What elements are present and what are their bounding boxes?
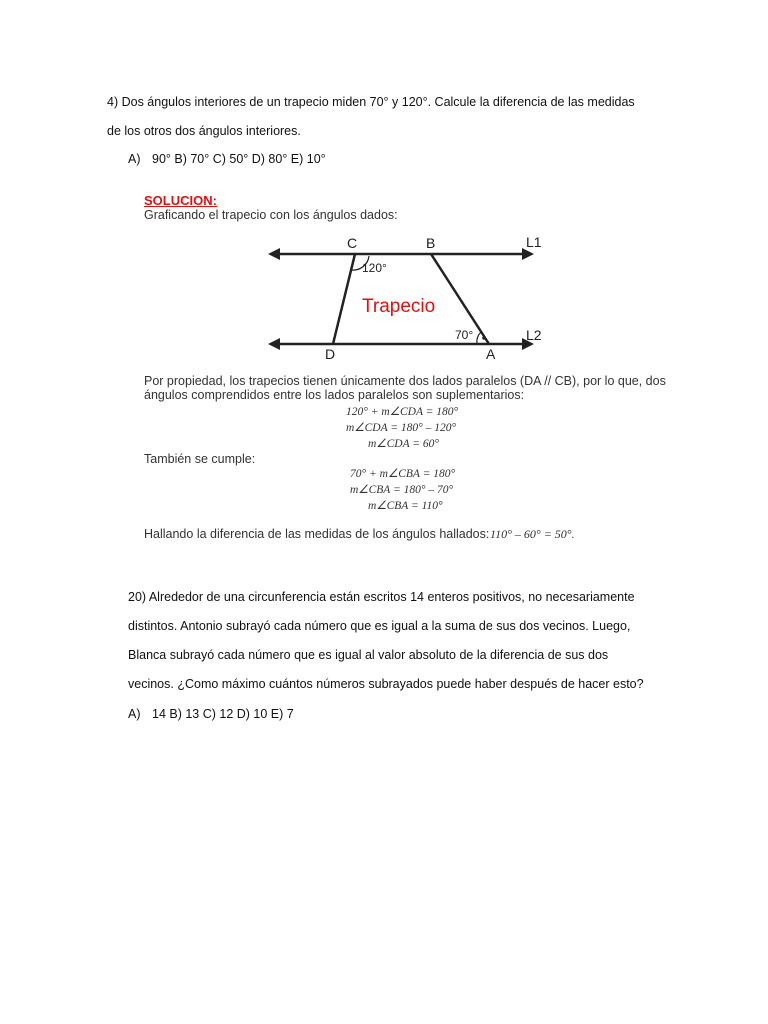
equation-1: 120° + m∠CDA = 180° xyxy=(346,406,459,418)
solution-intro: Graficando el trapecio con los ángulos dados: xyxy=(144,208,398,222)
label-angle-a: 70° xyxy=(455,328,474,342)
equation-2: m∠CDA = 180° – 120° xyxy=(346,422,457,434)
arrow-l2-left xyxy=(268,338,280,350)
solution-property-line2: ángulos comprendidos entre los lados paralelos son suplementarios: xyxy=(144,388,525,402)
problem4-options: 90° B) 70° C) 50° D) 80° E) 10° xyxy=(152,152,326,166)
problem20-line4: vecinos. ¿Como máximo cuántos números subrayados puede haber después de hacer esto? xyxy=(128,677,644,691)
problem20-line1: 20) Alrededor de una circunferencia están escritos 14 enteros positivos, no necesariamente xyxy=(128,590,635,604)
solution-title: SOLUCION: xyxy=(144,193,217,208)
label-a: A xyxy=(486,346,496,362)
problem20-line2: distintos. Antonio subrayó cada número que es igual a la suma de sus dos vecinos. Luego, xyxy=(128,619,631,633)
equation-4: 70° + m∠CBA = 180° xyxy=(350,468,456,480)
solution-final-text: Hallando la diferencia de las medidas de los ángulos hallados: xyxy=(144,527,490,541)
problem20-options-label: A) xyxy=(128,707,141,721)
label-l1: L1 xyxy=(526,234,542,250)
problem20-options: 14 B) 13 C) 12 D) 10 E) 7 xyxy=(152,707,294,721)
problem4-options-label: A) xyxy=(128,152,141,166)
label-angle-c: 120° xyxy=(362,261,387,275)
angle-arc-a xyxy=(477,332,481,344)
equation-6: m∠CBA = 110° xyxy=(368,500,443,512)
angle-dot-a xyxy=(482,336,486,340)
problem4-line2: de los otros dos ángulos interiores. xyxy=(107,124,301,138)
label-l2: L2 xyxy=(526,327,542,343)
solution-final-result: 110° – 60° = 50°. xyxy=(490,527,575,541)
equation-3: m∠CDA = 60° xyxy=(368,438,440,450)
trapezoid-figure xyxy=(264,230,554,365)
problem4-line1: 4) Dos ángulos interiores de un trapecio miden 70° y 120°. Calcule la diferencia de las medidas xyxy=(107,95,635,109)
equation-5: m∠CBA = 180° – 70° xyxy=(350,484,454,496)
label-d: D xyxy=(325,346,336,362)
side-cd xyxy=(333,254,355,344)
arrow-l1-left xyxy=(268,248,280,260)
solution-property-line1: Por propiedad, los trapecios tienen únicamente dos lados paralelos (DA // CB), por lo que, dos xyxy=(144,374,666,388)
label-c: C xyxy=(347,235,358,251)
solution-also: También se cumple: xyxy=(144,452,256,466)
label-b: B xyxy=(426,235,436,251)
label-trapecio: Trapecio xyxy=(362,296,436,317)
problem20-line3: Blanca subrayó cada número que es igual al valor absoluto de la diferencia de sus dos xyxy=(128,648,609,662)
